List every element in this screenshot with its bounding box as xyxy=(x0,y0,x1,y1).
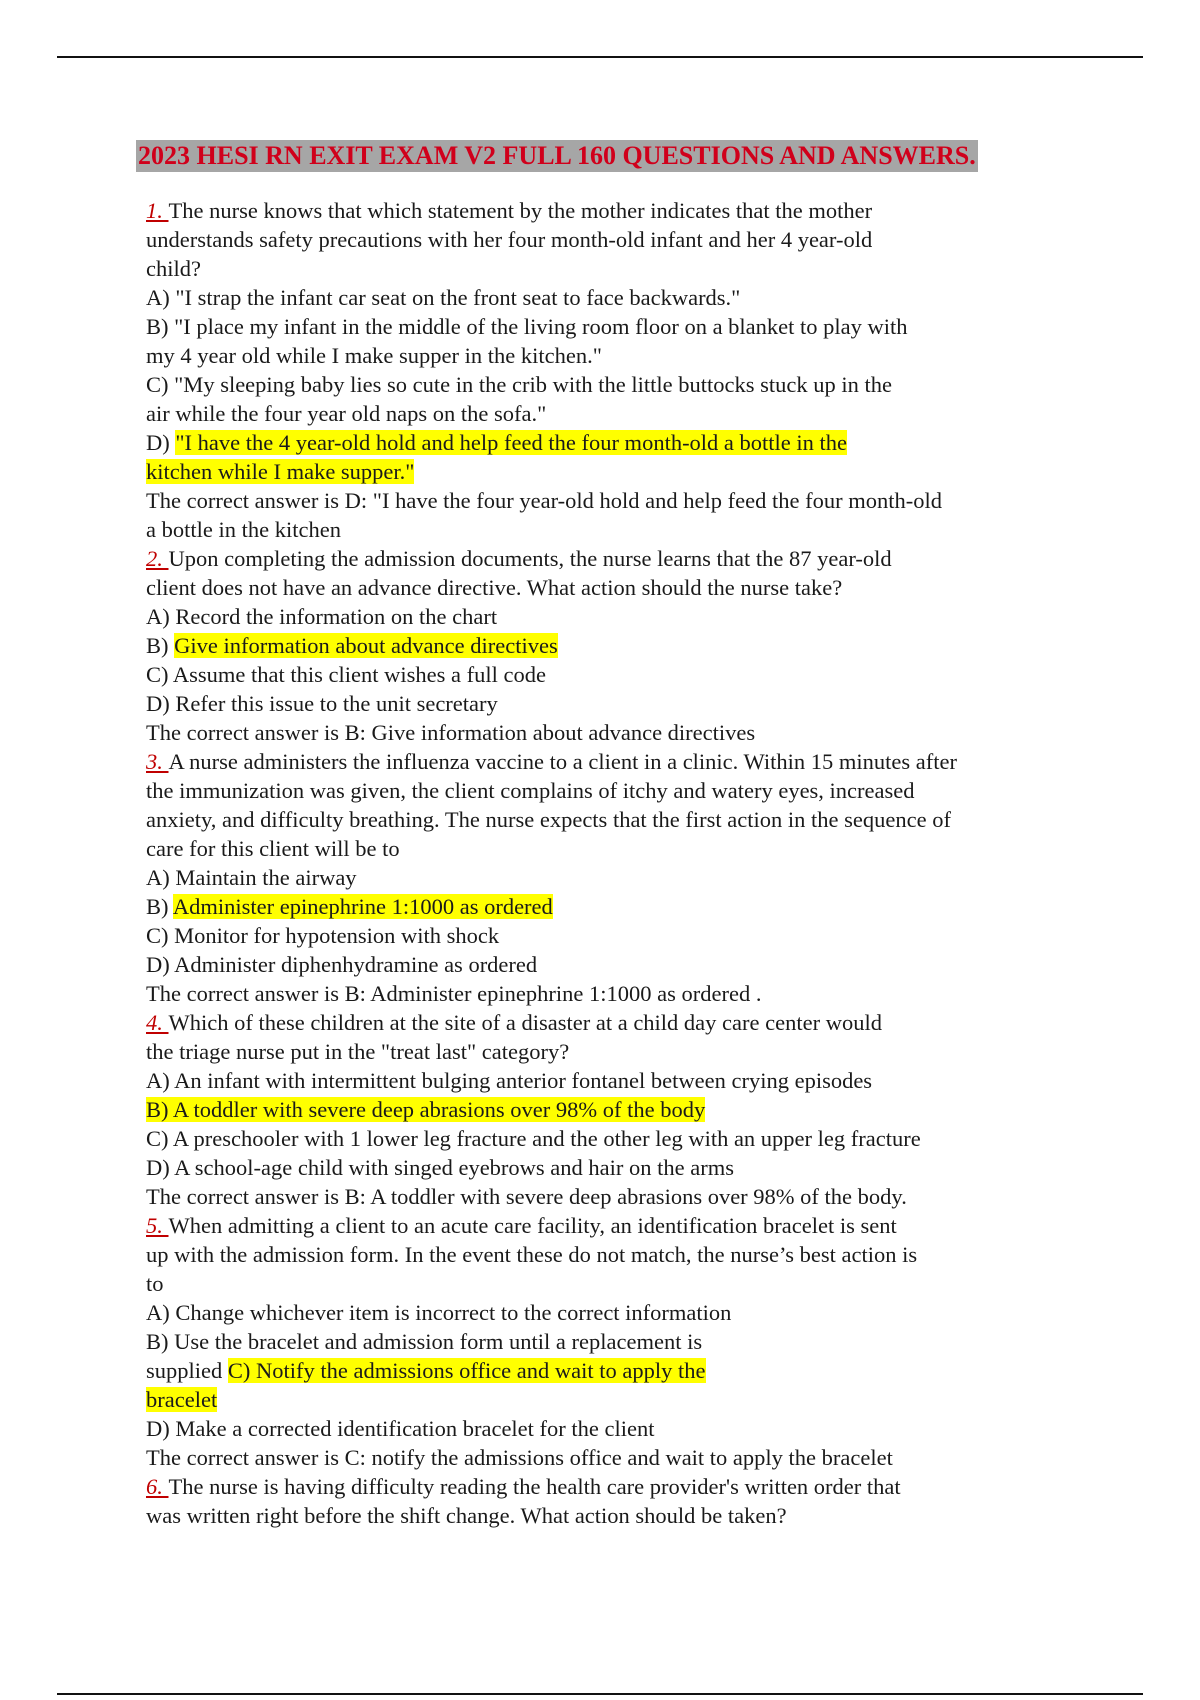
line-text: The correct answer is B: Administer epinephrine 1:1000 as ordered . xyxy=(146,981,762,1006)
text-line xyxy=(146,892,1066,921)
line-text: client does not have an advance directive. What action should the nurse take? xyxy=(146,575,843,600)
text-line xyxy=(146,370,1066,399)
highlighted-answer: "I have the 4 year-old hold and help feed the four month-old a bottle in the xyxy=(175,430,848,455)
highlighted-answer: bracelet xyxy=(146,1387,218,1412)
text-line xyxy=(146,399,1066,428)
line-text: C) A preschooler with 1 lower leg fracture and the other leg with an upper leg fracture xyxy=(146,1126,921,1151)
text-line xyxy=(146,544,1066,573)
bottom-rule xyxy=(57,1693,1143,1695)
text-line xyxy=(146,747,1066,776)
text-line xyxy=(146,602,1066,631)
text-line xyxy=(146,1327,1066,1356)
text-line xyxy=(146,1124,1066,1153)
line-text: D) Administer diphenhydramine as ordered xyxy=(146,952,538,977)
line-text: A) Record the information on the chart xyxy=(146,604,498,629)
question-number: 4. xyxy=(146,1010,169,1035)
line-text: to xyxy=(146,1271,164,1296)
line-text: understands safety precautions with her four month-old infant and her 4 year-old xyxy=(146,227,873,252)
text-line xyxy=(146,776,1066,805)
line-text: A) "I strap the infant car seat on the front seat to face backwards." xyxy=(146,285,741,310)
top-rule xyxy=(57,56,1143,58)
line-text: my 4 year old while I make supper in the kitchen." xyxy=(146,343,602,368)
highlighted-answer: B) A toddler with severe deep abrasions over 98% of the body xyxy=(146,1097,706,1122)
text-line xyxy=(146,1385,1066,1414)
line-text: D) Make a corrected identification bracelet for the client xyxy=(146,1416,655,1441)
line-text: The correct answer is C: notify the admissions office and wait to apply the bracelet xyxy=(146,1445,893,1470)
question-number: 6. xyxy=(146,1474,169,1499)
text-line xyxy=(146,1414,1066,1443)
text-line xyxy=(146,1182,1066,1211)
text-line xyxy=(146,1095,1066,1124)
text-line xyxy=(146,863,1066,892)
line-text: B) xyxy=(146,894,173,919)
document-title: 2023 HESI RN EXIT EXAM V2 FULL 160 QUESTIONS AND ANSWERS. xyxy=(138,141,976,170)
text-line xyxy=(146,1443,1066,1472)
line-text: Upon completing the admission documents, the nurse learns that the 87 year-old xyxy=(168,546,892,571)
text-line xyxy=(146,486,1066,515)
text-line xyxy=(146,283,1066,312)
line-text: The correct answer is B: A toddler with severe deep abrasions over 98% of the body. xyxy=(146,1184,907,1209)
text-line xyxy=(146,1066,1066,1095)
text-line xyxy=(146,1008,1066,1037)
text-line xyxy=(146,689,1066,718)
text-line xyxy=(146,254,1066,283)
text-line xyxy=(146,1153,1066,1182)
highlighted-answer: kitchen while I make supper." xyxy=(146,459,415,484)
text-line xyxy=(146,515,1066,544)
line-text: D) Refer this issue to the unit secretary xyxy=(146,691,498,716)
text-line xyxy=(146,950,1066,979)
line-text: Which of these children at the site of a disaster at a child day care center would xyxy=(168,1010,882,1035)
line-text: A) An infant with intermittent bulging anterior fontanel between crying episodes xyxy=(146,1068,873,1093)
line-text: When admitting a client to an acute care facility, an identification bracelet is sent xyxy=(168,1213,897,1238)
text-line xyxy=(146,1501,1066,1530)
text-line xyxy=(146,631,1066,660)
line-text: D) xyxy=(146,430,176,455)
text-line xyxy=(146,1240,1066,1269)
line-text: B) xyxy=(146,633,175,658)
line-text: anxiety, and difficulty breathing. The nurse expects that the first action in the sequence of xyxy=(146,807,951,832)
text-line xyxy=(146,428,1066,457)
question-number: 3. xyxy=(146,749,169,774)
line-text: A nurse administers the influenza vaccine to a client in a clinic. Within 15 minutes after xyxy=(168,749,957,774)
text-line xyxy=(146,341,1066,370)
text-line xyxy=(146,1269,1066,1298)
text-line xyxy=(146,573,1066,602)
question-number: 5. xyxy=(146,1213,169,1238)
text-line xyxy=(146,457,1066,486)
line-text: The correct answer is B: Give information about advance directives xyxy=(146,720,756,745)
line-text: The correct answer is D: "I have the four year-old hold and help feed the four month-old xyxy=(146,488,942,513)
line-text: A) Change whichever item is incorrect to the correct information xyxy=(146,1300,732,1325)
highlighted-answer: Administer epinephrine 1:1000 as ordered xyxy=(172,894,553,919)
text-line xyxy=(146,225,1066,254)
text-line xyxy=(146,1211,1066,1240)
line-text: C) Monitor for hypotension with shock xyxy=(146,923,500,948)
text-line xyxy=(146,312,1066,341)
line-text: The nurse is having difficulty reading the health care provider's written order that xyxy=(168,1474,901,1499)
line-text: A) Maintain the airway xyxy=(146,865,357,890)
text-line xyxy=(146,921,1066,950)
text-line xyxy=(146,834,1066,863)
text-line xyxy=(146,805,1066,834)
text-line xyxy=(146,1037,1066,1066)
line-text: C) Assume that this client wishes a full code xyxy=(146,662,546,687)
line-text: air while the four year old naps on the sofa." xyxy=(146,401,547,426)
line-text: supplied xyxy=(146,1358,228,1383)
line-text: care for this client will be to xyxy=(146,836,400,861)
text-line xyxy=(146,196,1066,225)
text-line xyxy=(146,718,1066,747)
line-text: a bottle in the kitchen xyxy=(146,517,341,542)
line-text: D) A school-age child with singed eyebrows and hair on the arms xyxy=(146,1155,734,1180)
line-text: The nurse knows that which statement by the mother indicates that the mother xyxy=(168,198,873,223)
line-text: was written right before the shift change. What action should be taken? xyxy=(146,1503,787,1528)
line-text: up with the admission form. In the event these do not match, the nurse’s best action is xyxy=(146,1242,918,1267)
text-line xyxy=(146,660,1066,689)
title-block xyxy=(136,140,978,172)
highlighted-answer: C) Notify the admissions office and wait to apply the xyxy=(227,1358,706,1383)
line-text: B) "I place my infant in the middle of the living room floor on a blanket to play with xyxy=(146,314,908,339)
question-number: 1. xyxy=(146,198,169,223)
question-number: 2. xyxy=(146,546,169,571)
line-text: child? xyxy=(146,256,201,281)
text-line xyxy=(146,979,1066,1008)
text-line xyxy=(146,1298,1066,1327)
line-text: C) "My sleeping baby lies so cute in the crib with the little buttocks stuck up in the xyxy=(146,372,892,397)
text-line xyxy=(146,1472,1066,1501)
text-line xyxy=(146,1356,1066,1385)
line-text: B) Use the bracelet and admission form until a replacement is xyxy=(146,1329,703,1354)
highlighted-answer: Give information about advance directives xyxy=(174,633,558,658)
document-body xyxy=(146,196,1066,1530)
line-text: the triage nurse put in the "treat last" category? xyxy=(146,1039,570,1064)
line-text: the immunization was given, the client complains of itchy and watery eyes, increased xyxy=(146,778,915,803)
